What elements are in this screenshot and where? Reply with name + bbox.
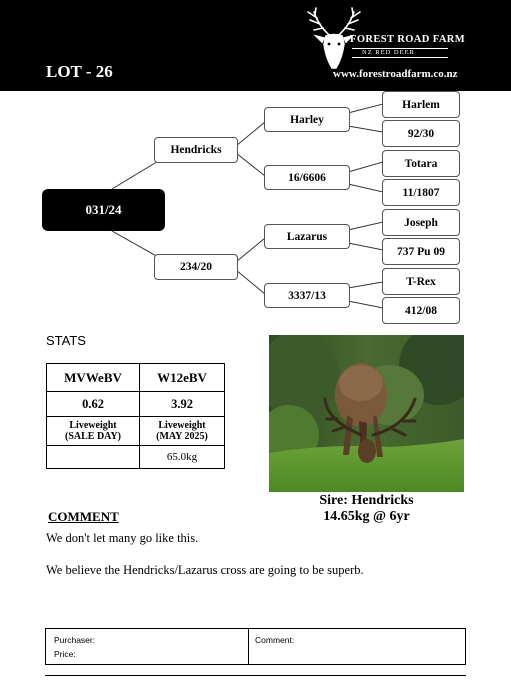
- comment-text: We don't let many go like this.: [46, 531, 199, 545]
- divider: [248, 629, 249, 664]
- sire-caption: Sire: Hendricks: [319, 493, 414, 508]
- stats-table: [46, 363, 225, 469]
- liveweight-may-value: 65.0kg: [140, 446, 225, 469]
- website-link[interactable]: www.forestroadfarm.co.nz: [333, 68, 458, 80]
- sire-photo: [269, 335, 464, 492]
- ggp-box: 11/1807: [382, 179, 460, 206]
- comment-heading: COMMENT: [48, 509, 119, 524]
- ggp-box: Totara: [382, 150, 460, 177]
- ggp-box: 92/30: [382, 120, 460, 147]
- divider: [45, 675, 466, 676]
- stats-header-mvwebv: MVWeBV: [47, 364, 140, 392]
- ggp-box: Harlem: [382, 91, 460, 118]
- stats-value-mvwebv: 0.62: [47, 392, 140, 417]
- ggp-box: 412/08: [382, 297, 460, 324]
- purchase-form-box: [45, 628, 466, 665]
- dam-dam-box: 3337/13: [264, 283, 350, 308]
- stats-value-w12ebv: 3.92: [140, 392, 225, 417]
- label-line: Liveweight: [158, 420, 206, 431]
- liveweight-may-label: [140, 417, 225, 446]
- liveweight-sale-day-value: [47, 446, 140, 469]
- dam-box: 234/20: [154, 254, 238, 280]
- animal-id-box: 031/24: [42, 189, 165, 231]
- sire-antler-weight: 14.65kg @ 6yr: [323, 509, 410, 524]
- sire-sire-box: Harley: [264, 107, 350, 132]
- stats-title: STATS: [46, 333, 86, 348]
- ggp-box: T-Rex: [382, 268, 460, 295]
- liveweight-sale-day-label: [47, 417, 140, 446]
- label-line: (SALE DAY): [64, 431, 122, 442]
- lot-number: LOT - 26: [46, 62, 113, 81]
- sire-dam-box: 16/6606: [264, 165, 350, 190]
- comment-text: We believe the Hendricks/Lazarus cross are going to be superb.: [46, 563, 364, 577]
- price-label: Price:: [54, 649, 76, 659]
- farm-name: FOREST ROAD FARM: [350, 34, 466, 45]
- label-line: Liveweight: [69, 420, 117, 431]
- ggp-box: Joseph: [382, 209, 460, 236]
- purchaser-label: Purchaser:: [54, 635, 96, 645]
- farm-subtitle: NZ RED DEER: [362, 49, 415, 56]
- label-line: (MAY 2025): [156, 431, 208, 442]
- sire-box: Hendricks: [154, 137, 238, 163]
- ggp-box: 737 Pu 09: [382, 238, 460, 265]
- stats-header-w12ebv: W12eBV: [140, 364, 225, 392]
- comment-label: Comment:: [255, 635, 295, 645]
- dam-sire-box: Lazarus: [264, 224, 350, 249]
